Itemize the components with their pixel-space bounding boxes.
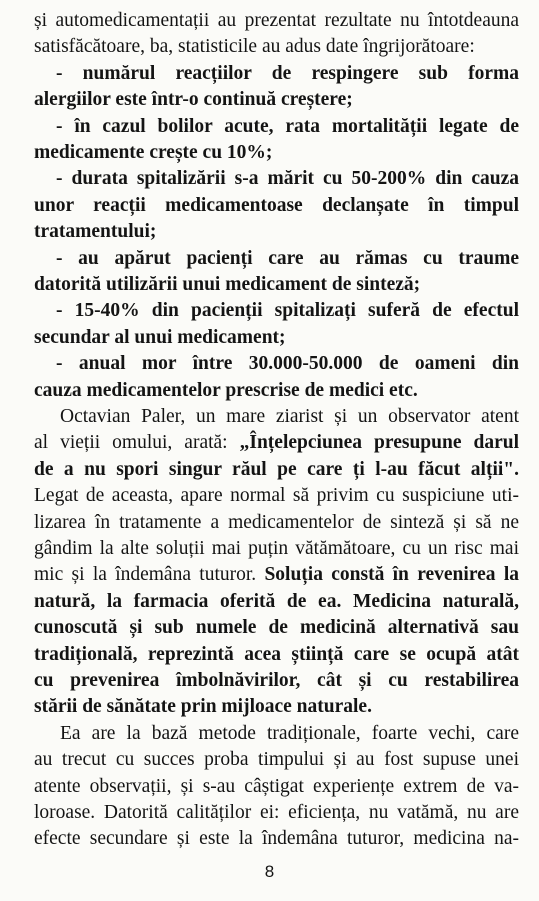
text-line: cauza medicamentelor prescrise de medici etc. bbox=[34, 379, 418, 401]
text-line: - în cazul bolilor acute, rata mortalității legate de bbox=[56, 115, 519, 137]
text-line: tratamentului; bbox=[34, 221, 157, 243]
text-line: secundar al unui medicament; bbox=[34, 326, 286, 348]
text-line: lizarea în tratamente a medicamentelor de sinteză și să ne bbox=[34, 511, 519, 533]
text-line: gândim la alte soluții mai puțin vătămătoare, cu un risc mai bbox=[34, 538, 519, 559]
text-line: cunoscută și sub numele de medicină alternativă sau bbox=[34, 617, 519, 639]
text-line: - anual mor între 30.000-50.000 de oameni din bbox=[56, 353, 519, 375]
text-line bbox=[34, 563, 519, 587]
bold-text-segment: „Înțelepciunea presupune darul bbox=[239, 432, 520, 454]
text-line: datorită utilizării unui medicament de sinteză; bbox=[34, 274, 421, 295]
text-line: și automedicamentații au prezentat rezultate nu întotdeauna bbox=[34, 10, 519, 31]
text-line: au trecut cu succes proba timpului și au fost supuse unei bbox=[34, 749, 519, 771]
text-line: satisfăcătoare, ba, statisticile au adus date îngrijorătoare: bbox=[34, 36, 475, 58]
text-segment: al vieții omului, arată: bbox=[34, 432, 240, 454]
text-line: - numărul reacțiilor de respingere sub forma bbox=[56, 62, 519, 84]
text-line: Ea are la bază metode tradiționale, foarte vechi, care bbox=[60, 722, 519, 744]
text-line: alergiilor este într-o continuă creștere; bbox=[34, 89, 353, 111]
text-line: medicamente crește cu 10%; bbox=[34, 142, 273, 163]
text-line: Octavian Paler, un mare ziarist și un observator atent bbox=[60, 406, 519, 427]
text-line: - au apărut pacienți care au rămas cu traume bbox=[56, 247, 519, 269]
text-line bbox=[34, 431, 519, 455]
text-line: loroase. Datorită calităților ei: eficiența, nu vatămă, nu are bbox=[34, 802, 519, 823]
text-line: stării de sănătate prin mijloace naturale. bbox=[34, 696, 372, 718]
text-line: efecte secundare și este la îndemâna tuturor, medicina na- bbox=[34, 828, 519, 850]
text-line: unor reacții medicamentoase declanșate în timpul bbox=[34, 194, 519, 216]
bold-text-segment: Soluția constă în revenirea la bbox=[264, 564, 519, 586]
text-segment: mic și la îndemâna tuturor. bbox=[34, 564, 265, 586]
text-line: natură, la farmacia oferită de ea. Medicina naturală, bbox=[34, 590, 519, 612]
page-number: 8 bbox=[264, 862, 275, 881]
text-line: - durata spitalizării s-a mărit cu 50-200% din cauza bbox=[56, 168, 519, 190]
text-line: cu prevenirea îmbolnăvirilor, cât și cu restabilirea bbox=[34, 670, 519, 691]
text-line: Legat de aceasta, apare normal să privim cu suspiciune uti- bbox=[34, 485, 519, 507]
text-line: atente observații, și s-au câștigat experiențe extrem de va- bbox=[34, 775, 519, 797]
text-line: tradițională, reprezintă acea știință care se ocupă atât bbox=[34, 643, 519, 665]
text-line: - 15-40% din pacienții spitalizați suferă de efectul bbox=[56, 300, 519, 322]
text-line: de a nu spori singur răul pe care ți l-au făcut alții". bbox=[34, 458, 519, 480]
